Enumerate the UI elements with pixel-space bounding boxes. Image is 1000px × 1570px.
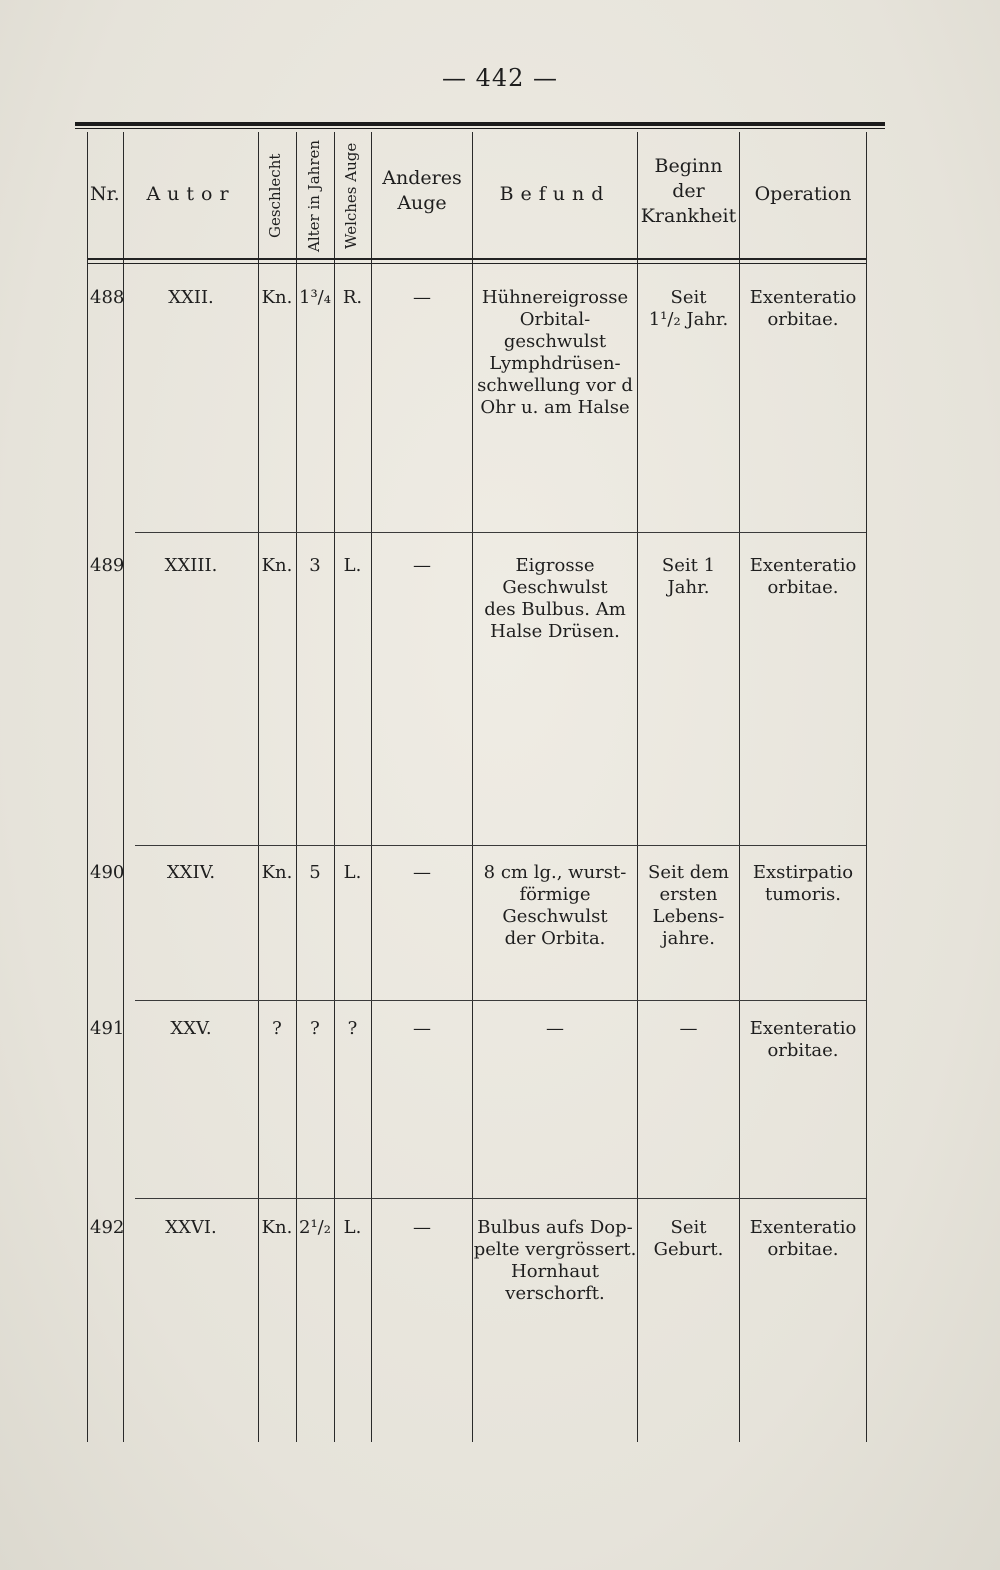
col-line-autor (258, 132, 259, 1442)
cell-welches: L. (343, 1217, 362, 1238)
befund-line: Lymphdrüsen- (489, 353, 621, 374)
cell-welches: L. (343, 555, 362, 576)
row-separator (135, 1198, 866, 1199)
befund-line: Hornhaut (511, 1261, 599, 1282)
befund-line: Halse Drüsen. (490, 621, 620, 642)
header-welches-auge: Welches Auge (342, 142, 360, 250)
befund-line: Geschwulst (502, 577, 608, 598)
col-line-right (866, 132, 867, 1442)
cell-anderes: — (413, 862, 431, 883)
beginn-line: Seit dem (648, 862, 729, 883)
col-line-left (87, 132, 88, 1442)
header-rule (88, 258, 866, 260)
cell-nr: 491 (90, 1018, 125, 1039)
befund-line: schwellung vor d (477, 375, 633, 396)
cell-welches: L. (343, 862, 362, 883)
befund-line: verschorft. (505, 1283, 605, 1304)
cell-nr: 492 (90, 1217, 125, 1238)
beginn-line: Geburt. (653, 1239, 724, 1260)
page-number: — 442 — (441, 64, 559, 92)
operation-line: Exstirpatio (752, 862, 854, 883)
cell-anderes: — (413, 555, 431, 576)
beginn-line: Seit 1 (661, 555, 716, 576)
beginn-line: Seit (670, 287, 707, 308)
cell-welches: ? (347, 1018, 358, 1039)
cell-beginn (638, 862, 739, 950)
befund-line: der Orbita. (504, 928, 606, 949)
cell-befund (473, 1217, 637, 1305)
operation-line: Exenteratio (749, 555, 857, 576)
beginn-line: — (679, 1018, 698, 1039)
cell-welches: R. (342, 287, 363, 308)
cell-geschlecht: Kn. (261, 1217, 293, 1238)
beginn-line: Seit (670, 1217, 707, 1238)
cell-autor: XXIV. (166, 862, 216, 883)
cell-nr: 490 (90, 862, 125, 883)
beginn-line: ersten (659, 884, 718, 905)
header-alter: Alter in Jahren (305, 139, 323, 252)
header-anderes-line: Anderes (382, 167, 462, 189)
operation-line: Exenteratio (749, 1018, 857, 1039)
operation-line: Exenteratio (749, 287, 857, 308)
cell-geschlecht: Kn. (261, 555, 293, 576)
cell-anderes: — (413, 1018, 431, 1039)
header-beginn-line: der (672, 180, 705, 202)
befund-line: 8 cm lg., wurst- (483, 862, 627, 883)
header-geschlecht: Geschlecht (266, 153, 284, 239)
cell-alter: ? (310, 1018, 320, 1039)
befund-line: des Bulbus. Am (484, 599, 626, 620)
cell-alter: 2¹/₂ (299, 1217, 331, 1238)
header-anderes-auge (372, 166, 472, 216)
befund-line: — (546, 1018, 564, 1039)
cell-beginn (638, 287, 739, 331)
header-beginn (638, 154, 739, 229)
cell-geschlecht: ? (272, 1018, 282, 1039)
cell-operation (740, 1217, 866, 1261)
row-separator (135, 845, 866, 846)
operation-line: Exenteratio (749, 1217, 857, 1238)
befund-line: Geschwulst (502, 906, 608, 927)
header-autor: Autor (146, 183, 236, 205)
cell-operation (740, 287, 866, 331)
beginn-line: Lebens- (652, 906, 725, 927)
befund-line: pelte vergrössert. (473, 1239, 637, 1260)
col-line-welches (371, 132, 372, 1442)
cell-alter: 1³/₄ (299, 287, 331, 308)
cell-nr: 489 (90, 555, 125, 576)
cell-operation (740, 1018, 866, 1062)
beginn-line: 1¹/₂ Jahr. (648, 309, 729, 330)
col-line-alter (334, 132, 335, 1442)
befund-line: geschwulst (503, 331, 607, 352)
cell-alter: 3 (309, 555, 321, 576)
befund-line: Eigrosse (515, 555, 595, 576)
header-anderes-line: Auge (397, 192, 447, 214)
cell-befund (473, 287, 637, 419)
row-separator (135, 532, 866, 533)
cell-beginn (638, 555, 739, 599)
table-top-rule (75, 122, 885, 126)
cell-alter: 5 (309, 862, 321, 883)
header-rule-thin (88, 263, 866, 264)
cell-nr: 488 (90, 287, 125, 308)
operation-line: orbitae. (767, 309, 839, 330)
cell-geschlecht: Kn. (261, 862, 293, 883)
header-nr: Nr. (90, 183, 120, 205)
cell-befund (473, 862, 637, 950)
cell-befund (473, 555, 637, 643)
cell-anderes: — (413, 1217, 431, 1238)
header-beginn-line: Krankheit (640, 205, 737, 227)
header-beginn-line: Beginn (654, 155, 723, 177)
cell-beginn (638, 1018, 739, 1040)
operation-line: orbitae. (767, 577, 839, 598)
beginn-line: Jahr. (667, 577, 710, 598)
befund-line: Orbital- (519, 309, 591, 330)
operation-line: orbitae. (767, 1040, 839, 1061)
header-befund: Befund (499, 183, 611, 205)
befund-line: Bulbus aufs Dop- (477, 1217, 633, 1238)
befund-line: förmige (519, 884, 591, 905)
header-operation: Operation (754, 183, 852, 205)
cell-geschlecht: Kn. (261, 287, 293, 308)
cell-autor: XXVI. (165, 1217, 217, 1238)
operation-line: tumoris. (764, 884, 842, 905)
cell-autor: XXIII. (164, 555, 218, 576)
cell-autor: XXII. (168, 287, 214, 308)
befund-line: Hühnereigrosse (481, 287, 629, 308)
beginn-line: jahre. (662, 928, 715, 949)
operation-line: orbitae. (767, 1239, 839, 1260)
table-top-rule-thin (75, 128, 885, 129)
col-line-nr (123, 132, 124, 1442)
col-line-geschlecht (296, 132, 297, 1442)
befund-line: Ohr u. am Halse (480, 397, 630, 418)
cell-operation (740, 862, 866, 906)
cell-autor: XXV. (170, 1018, 212, 1039)
cell-befund (473, 1018, 637, 1040)
cell-anderes: — (413, 287, 431, 308)
cell-beginn (638, 1217, 739, 1261)
row-separator (135, 1000, 866, 1001)
cell-operation (740, 555, 866, 599)
